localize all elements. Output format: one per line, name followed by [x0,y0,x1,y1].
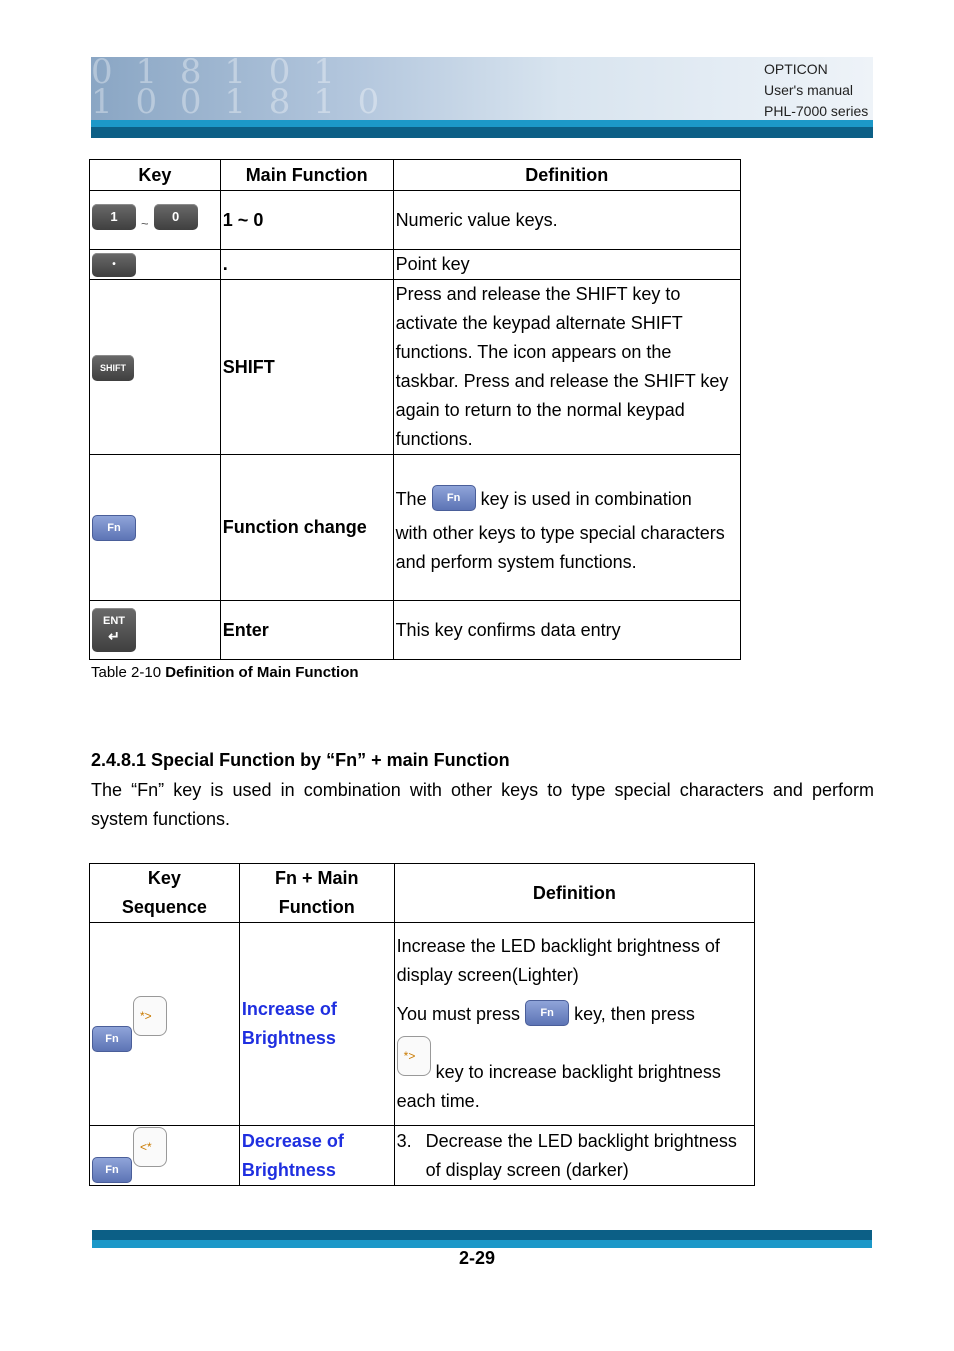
table-row [90,250,741,280]
function-cell: Enter [220,601,393,660]
table-row [90,455,741,601]
return-arrow-icon: ↵ [108,628,120,644]
function-cell: SHIFT [220,280,393,455]
header-stripe [91,120,873,127]
header-line: Key [147,868,181,888]
header-line: Fn + Main [274,868,359,888]
definition-text: key, then press [574,1004,695,1024]
function-label: Increase of [241,999,337,1019]
brightness-up-key-icon [133,996,167,1036]
key-sequence-cell [90,923,240,1126]
header-definition: Definition [394,864,754,923]
fn-key-icon: Fn [92,1026,132,1052]
header-line: Sequence [121,897,207,917]
point-key-icon: • [92,253,136,277]
key-0-icon: 0 [154,204,198,230]
definition-text: key is used in combination [480,488,692,509]
definition-cell [393,455,740,601]
function-label: Decrease of [241,1130,344,1151]
sun-arrow-icon: *> [140,1008,152,1023]
header-definition: Definition [393,160,740,191]
caption-prefix: Table 2-10 [91,664,166,681]
key-sequence-cell [90,1126,240,1186]
footer-stripe [92,1240,872,1248]
function-cell [239,923,394,1126]
definition-cell [394,1126,754,1186]
section-paragraph: The “Fn” key is used in combination with other keys to type special characters and perform system functions. [91,780,874,829]
sun-arrow-icon: *> [403,1049,416,1063]
sun-arrow-icon: <* [140,1140,152,1154]
header-decoration: 0 1 8 1 0 1 1 0 0 1 8 1 0 [91,57,386,120]
header-key-sequence [90,864,240,923]
key-1-icon: 1 [92,204,136,230]
brightness-up-key-icon [397,1036,431,1076]
header-manual: User's manual [764,82,854,98]
key-cell [90,280,221,455]
fn-key-icon: Fn [92,1157,132,1183]
header-text [764,59,868,122]
function-cell: Function change [220,455,393,601]
definition-cell [394,923,754,1126]
key-cell [90,601,221,660]
fn-key-icon: Fn [525,1000,569,1026]
header-main-function: Main Function [220,160,393,191]
enter-key-icon [92,608,136,652]
brightness-down-key-icon [133,1127,167,1167]
table-header-row [90,864,755,923]
key-cell [90,455,221,601]
footer-stripe-dark [92,1230,872,1240]
table-caption [91,664,359,681]
definition-text: key to increase backlight brightness each time. [396,1062,721,1111]
tilde: ~ [141,216,149,231]
header-stripe-dark [91,127,873,138]
definition-cell: Point key [393,250,740,280]
fn-function-table [89,863,755,1186]
key-cell [90,191,221,250]
function-label: Brightness [241,1159,336,1180]
page-number: 2-29 [458,1248,496,1268]
definition-text: The [395,488,427,509]
definition-cell: Press and release the SHIFT key to activate the keypad alternate SHIFT functions. The icon appears on the taskbar. Press and release the SHIFT key again to return to the normal keypad functions. [393,280,740,455]
table-row [90,1126,755,1186]
definition-text: Increase the LED backlight brightness of display screen(Lighter) [396,936,720,985]
header-banner [91,57,873,120]
function-cell: 1 ~ 0 [220,191,393,250]
function-label: Brightness [241,1028,336,1048]
section-heading: 2.4.8.1 Special Function by “Fn” + main Function [91,750,510,770]
definition-cell: This key confirms data entry [393,601,740,660]
caption-title: Definition of Main Function [165,664,359,681]
function-cell [239,1126,394,1186]
main-function-table [89,159,741,660]
shift-key-icon: SHIFT [92,355,134,381]
fn-key-icon: Fn [432,485,476,511]
header-series: PHL-7000 series [764,103,869,119]
header-fn-main-function [239,864,394,923]
key-cell [90,250,221,280]
header-company: OPTICON [764,61,828,77]
table-row [90,280,741,455]
definition-text: You must press [396,1004,521,1024]
definition-cell: Numeric value keys. [393,191,740,250]
function-cell: . [220,250,393,280]
table-row [90,191,741,250]
enter-key-label: ENT [103,615,125,627]
definition-text: Decrease the LED backlight brightness of display screen (darker) [425,1130,737,1180]
header-key: Key [90,160,221,191]
list-number: 3. [396,1130,412,1151]
fn-key-icon: Fn [92,515,136,541]
table-row [90,601,741,660]
header-line: Function [278,897,355,917]
table-header-row [90,160,741,191]
table-row [90,923,755,1126]
definition-text: with other keys to type special characters and perform system functions. [395,522,725,572]
